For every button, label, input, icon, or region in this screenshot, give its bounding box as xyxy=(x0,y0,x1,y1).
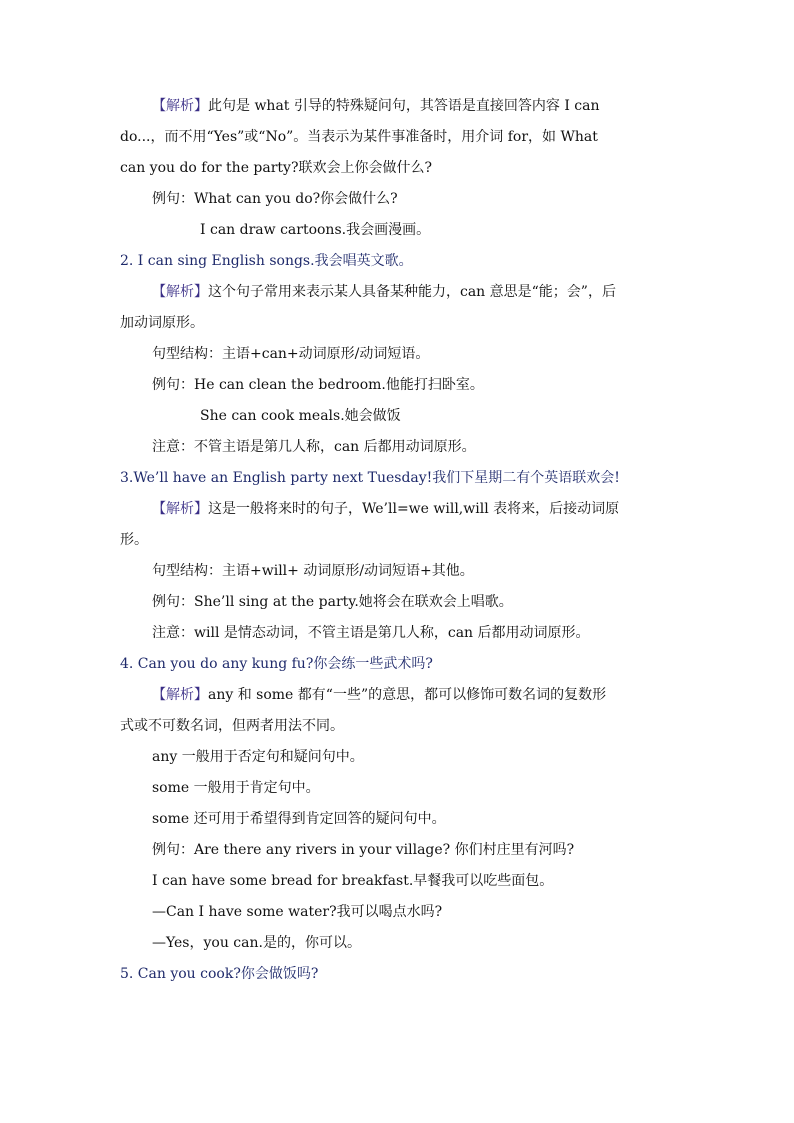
analysis-text: 这是一般将来时的句子，We’ll=we will,will 表将来，后接动词原 xyxy=(208,501,620,517)
analysis-paragraph-2-line-1 xyxy=(152,277,712,308)
note: 注意：will 是情态动词，不管主语是第几人称，can 后都用动词原形。 xyxy=(152,625,590,641)
analysis-text: any 和 some 都有“一些”的意思，都可以修饰可数名词的复数形 xyxy=(208,687,607,703)
analysis-paragraph-2-line-2: 加动词原形。 xyxy=(120,315,204,331)
example-sentence: I can draw cartoons.我会画漫画。 xyxy=(200,222,431,238)
section-heading-5: 5. Can you cook?你会做饭吗? xyxy=(120,966,319,982)
analysis-text: 此句是 what 引导的特殊疑问句，其答语是直接回答内容 I can xyxy=(208,98,600,114)
example-sentence: She can cook meals.她会做饭 xyxy=(200,408,401,424)
analysis-tag: 【解析】 xyxy=(152,687,208,703)
dialogue-line: —Can I have some water?我可以喝点水吗? xyxy=(152,904,443,920)
analysis-tag: 【解析】 xyxy=(152,501,208,517)
analysis-paragraph-1-line-2: do...，而不用“Yes”或“No”。当表示为某件事准备时，用介词 for，如 What xyxy=(120,129,598,145)
example-sentence: 例句：He can clean the bedroom.他能打扫卧室。 xyxy=(152,377,484,393)
analysis-text: 这个句子常用来表示某人具备某种能力，can 意思是“能；会”，后 xyxy=(208,284,616,300)
usage-note: some 一般用于肯定句中。 xyxy=(152,780,320,796)
sentence-structure: 句型结构：主语+can+动词原形/动词短语。 xyxy=(152,346,430,362)
example-sentence: 例句：Are there any rivers in your village? 你们村庄里有河吗? xyxy=(152,842,575,858)
example-sentence: 例句：She’ll sing at the party.她将会在联欢会上唱歌。 xyxy=(152,594,513,610)
analysis-tag: 【解析】 xyxy=(152,284,208,300)
usage-note: some 还可用于希望得到肯定回答的疑问句中。 xyxy=(152,811,446,827)
section-heading-3: 3.We’ll have an English party next Tuesday!我们下星期二有个英语联欢会! xyxy=(120,470,620,486)
analysis-paragraph-1-line-3: can you do for the party?联欢会上你会做什么? xyxy=(120,160,432,176)
analysis-paragraph-3-line-2: 形。 xyxy=(120,532,148,548)
analysis-tag: 【解析】 xyxy=(152,98,208,114)
sentence-structure: 句型结构：主语+will+ 动词原形/动词短语+其他。 xyxy=(152,563,474,579)
analysis-paragraph-4-line-1 xyxy=(152,680,712,711)
analysis-paragraph-1-line-1 xyxy=(152,91,712,122)
section-heading-4: 4. Can you do any kung fu?你会练一些武术吗? xyxy=(120,656,433,672)
analysis-paragraph-4-line-2: 式或不可数名词，但两者用法不同。 xyxy=(120,718,344,734)
usage-note: any 一般用于否定句和疑问句中。 xyxy=(152,749,364,765)
example-sentence: I can have some bread for breakfast.早餐我可以吃些面包。 xyxy=(152,873,554,889)
dialogue-line: —Yes，you can.是的，你可以。 xyxy=(152,935,361,951)
example-sentence: 例句：What can you do?你会做什么? xyxy=(152,191,398,207)
section-heading-2: 2. I can sing English songs.我会唱英文歌。 xyxy=(120,253,413,269)
note: 注意：不管主语是第几人称，can 后都用动词原形。 xyxy=(152,439,476,455)
analysis-paragraph-3-line-1 xyxy=(152,494,712,525)
